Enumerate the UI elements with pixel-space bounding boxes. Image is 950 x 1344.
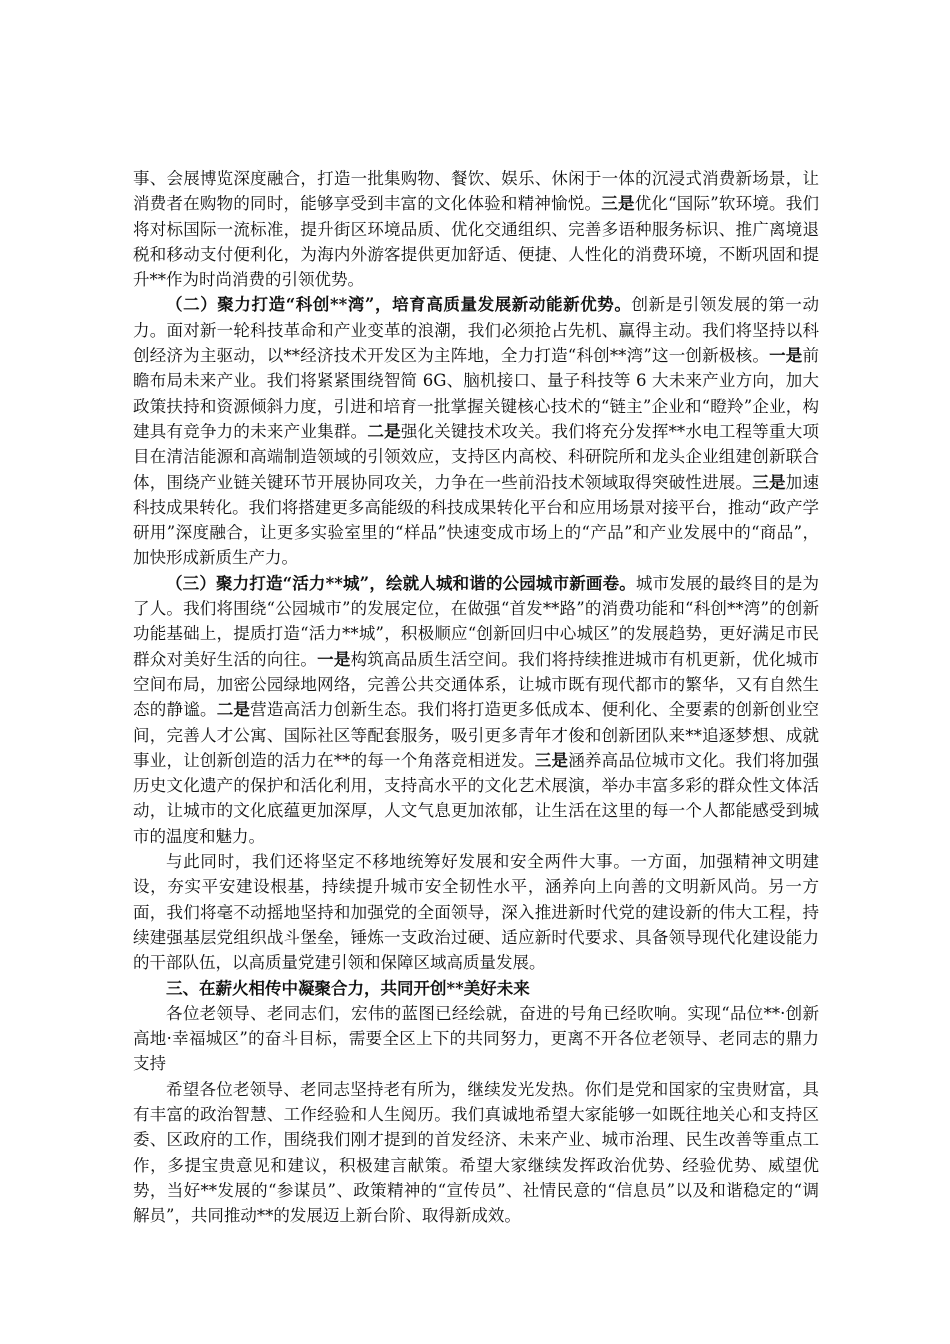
paragraph-innovation-bay xyxy=(133,292,819,570)
bold-marker: 一是 xyxy=(317,649,351,669)
paragraph-text: 构筑高品质生活空间。我们将持续推进城市有机更新，优化城市空间布局，加密公园绿地网络，完善公共交通体系，让城市既有现代都市的繁华，又有自然生态的静谧。 xyxy=(133,649,820,720)
paragraph-hopes: 希望各位老领导、老同志坚持老有所为，继续发光发热。你们是党和国家的宝贵财富，具有丰富的政治智慧、工作经验和人生阅历。我们真诚地希望大家能够一如既往地关心和支持区委、区政府的工作，围绕我们刚才提到的首发经济、未来产业、城市治理、民生改善等重点工作，多提宝贵意见和建议，积极建言献策。希望大家继续发挥政治优势、经验优势、威望优势，当好**发展的“参谋员”、政策精神的“宣传员”、社情民意的“信息员”以及和谐稳定的“调解员”，共同推动**的发展迈上新台阶、取得新成效。 xyxy=(133,1079,819,1226)
bold-marker: 二是 xyxy=(216,700,251,720)
paragraph-text: 创新是引领发展的第一动力。面对新一轮科技革命和产业变革的浪潮，我们必须抢占先机、赢得主动。我们将坚持以科创经济为主驱动，以**经济技术开发区为主阵地，全力打造“科创**湾”这一创新极核。 xyxy=(133,295,820,366)
paragraph-text: 涵养高品位城市文化。我们将加强历史文化遗产的保护和活化利用，支持高水平的文化艺术展演，举办丰富多彩的群众性文体活动，让城市的文化底蕴更加深厚，人文气息更加浓郁，让生活在这里的每一个人都能感受到城市的温度和魅力。 xyxy=(133,750,820,846)
document-page xyxy=(133,166,819,1228)
paragraph-text: 强化关键技术攻关。我们将充分发挥**水电工程等重大项目在清洁能源和高端制造领域的引领效应，支持区内高校、科研院所和龙头企业组建创新联合体，围绕产业链关键环节开展协同攻关，力争在一些前沿技术领域取得突破性进展。 xyxy=(133,421,820,492)
bold-marker: 三是 xyxy=(601,194,635,214)
bold-marker: 三是 xyxy=(752,472,786,492)
bold-marker: 三是 xyxy=(534,750,569,770)
paragraph-development-security: 与此同时，我们还将坚定不移地统筹好发展和安全两件大事。一方面，加强精神文明建设，夯实平安建设根基，持续提升城市安全韧性水平，涵养向上向善的文明新风尚。另一方面，我们将毫不动摇地坚持和加强党的全面领导，深入推进新时代党的建设新的伟大工程，持续建强基层党组织战斗堡垒，锤炼一支政治过硬、适应新时代要求、具备领导现代化建设能力的干部队伍，以高质量党建引领和保障区域高质量发展。 xyxy=(133,852,819,973)
paragraph-text: 事、会展博览深度融合，打造一批集购物、餐饮、娱乐、休闲于一体的沉浸式消费新场景，让消费者在购物的同时，能够享受到丰富的文化体验和精神愉悦。 xyxy=(133,169,819,214)
paragraph-text: 城市发展的最终目的是为了人。我们将围绕“公园城市”的发展定位，在做强“首发**路”的消费功能和“科创**湾”的创新功能基础上，提质打造“活力**城”，积极顺应“创新回归中心城区”的发展趋势，更好满足市民群众对美好生活的向往。 xyxy=(133,573,819,669)
paragraph-text: 营造高活力创新生态。我们将打造更多低成本、便利化、全要素的创新创业空间，完善人才公寓、国际社区等配套服务，吸引更多青年才俊和创新团队来**追逐梦想、成就事业，让创新创造的活力在**的每一个角落竞相迸发。 xyxy=(133,700,820,770)
section-heading: 三、在薪火相传中凝聚合力，共同开创**美好未来 xyxy=(166,978,530,998)
paragraph-consumption-continued xyxy=(133,166,819,292)
bold-marker: 二是 xyxy=(367,421,401,441)
paragraph-text: 前瞻布局未来产业。我们将紧紧围绕智简 6G、脑机接口、量子科技等 6 大未来产业方向，加大政策扶持和资源倾斜力度，引进和培育一批掌握关键核心技术的“链主”企业和“瞪羚”企业，构建具有竞争力的未来产业集群。 xyxy=(133,346,820,441)
paragraph-text: 优化“国际”软环境。我们将对标国际一流标准，提升街区环境品质、优化交通组织、完善多语种服务标识、推广离境退税和移动支付便利化，为海内外游客提供更加舒适、便捷、人性化的消费环境，不断巩固和提升**作为时尚消费的引领优势。 xyxy=(133,194,820,290)
paragraph-address-veterans: 各位老领导、老同志们，宏伟的蓝图已经绘就，奋进的号角已经吹响。实现“品位**·创新高地·幸福城区”的奋斗目标，需要全区上下的共同努力，更离不开各位老领导、老同志的鼎力支持 xyxy=(133,1003,819,1074)
section-subheading: （二）聚力打造“科创**湾”，培育高质量发展新动能新优势。 xyxy=(166,295,632,315)
paragraph-text: 加速科技成果转化。我们将搭建更多高能级的科技成果转化平台和应用场景对接平台，推动“政产学研用”深度融合，让更多实验室里的“样品”快速变成市场上的“产品”和产业发展中的“商品”，加快形成新质生产力。 xyxy=(133,472,820,568)
bold-marker: 一是 xyxy=(769,346,803,366)
section-subheading: （三）聚力打造“活力**城”，绘就人城和谐的公园城市新画卷。 xyxy=(166,573,636,593)
paragraph-vitality-city xyxy=(133,571,819,849)
